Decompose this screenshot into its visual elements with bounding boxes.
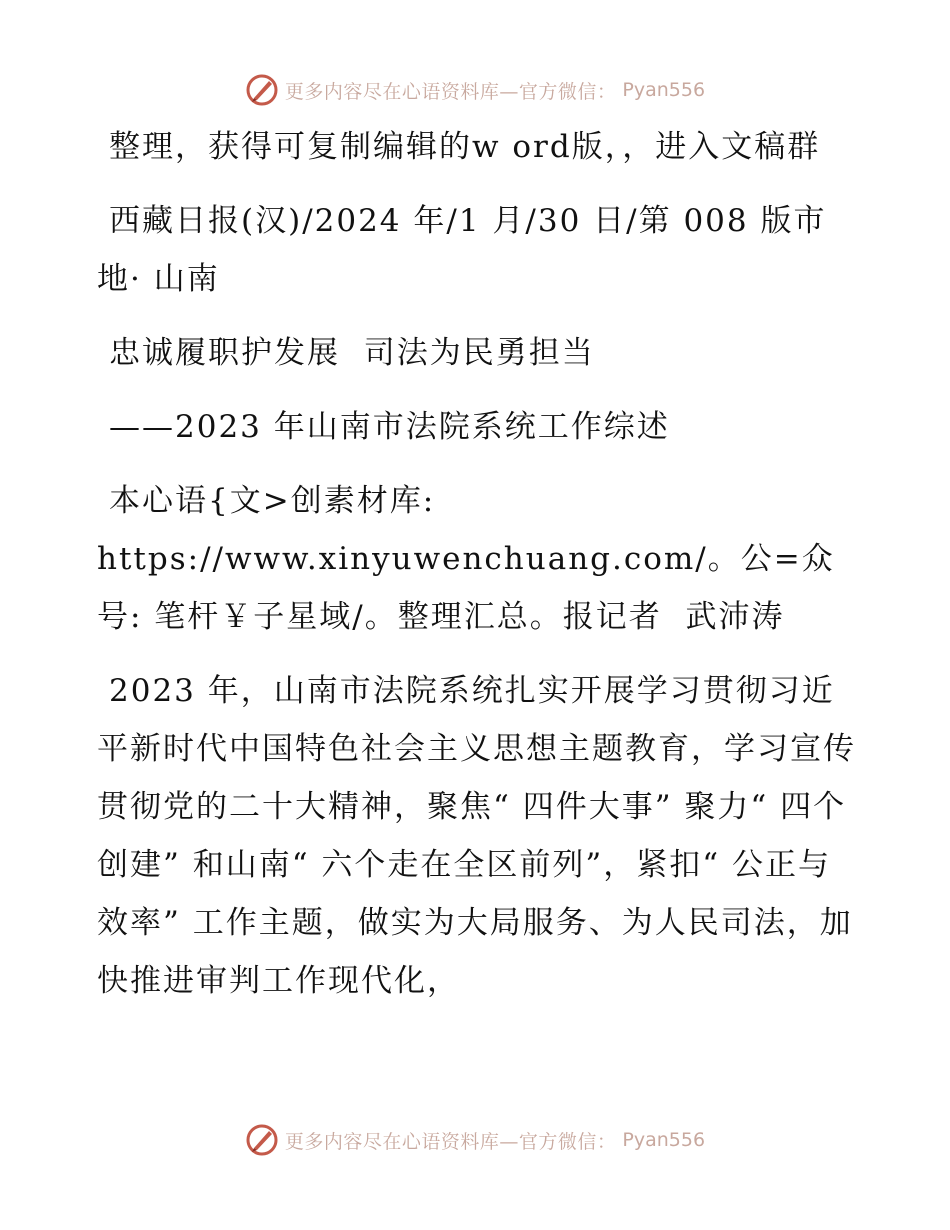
header-watermark	[0, 70, 950, 110]
intro-line: 整理，获得可复制编辑的w ord版，，进入文稿群	[109, 129, 821, 165]
watermark-text: 更多内容尽在心语资料库—官方微信：	[284, 80, 617, 103]
footer-watermark	[0, 1120, 950, 1160]
watermark-handle: Pyan556	[622, 79, 706, 101]
article-subtitle: ——2023 年山南市法院系统工作综述	[109, 409, 670, 445]
watermark-text: 更多内容尽在心语资料库—官方微信：	[284, 1130, 617, 1153]
source-note: 本心语{文>创素材库: https://www.xinyuwenchuang.com/。公=众号: 笔杆￥子星域/。整理汇总。报记者 武沛涛	[97, 483, 835, 635]
source-line: 西藏日报(汉)/2024 年/1 月/30 日/第 008 版市地· 山南	[97, 203, 827, 297]
quill-pen-icon	[245, 1123, 279, 1157]
quill-pen-icon	[245, 73, 279, 107]
document-body	[97, 118, 857, 1010]
article-title: 忠诚履职护发展 司法为民勇担当	[109, 335, 595, 371]
watermark-handle: Pyan556	[622, 1129, 706, 1151]
body-paragraph: 2023 年，山南市法院系统扎实开展学习贯彻习近平新时代中国特色社会主义思想主题教育，学习宣传贯彻党的二十大精神，聚焦“ 四件大事” 聚力“ 四个创建” 和山南“ 六个走在全区前列”，紧扣“ 公正与效率” 工作主题，做实为大局服务、为人民司法，加快推进审判工作现代化，	[97, 673, 856, 999]
